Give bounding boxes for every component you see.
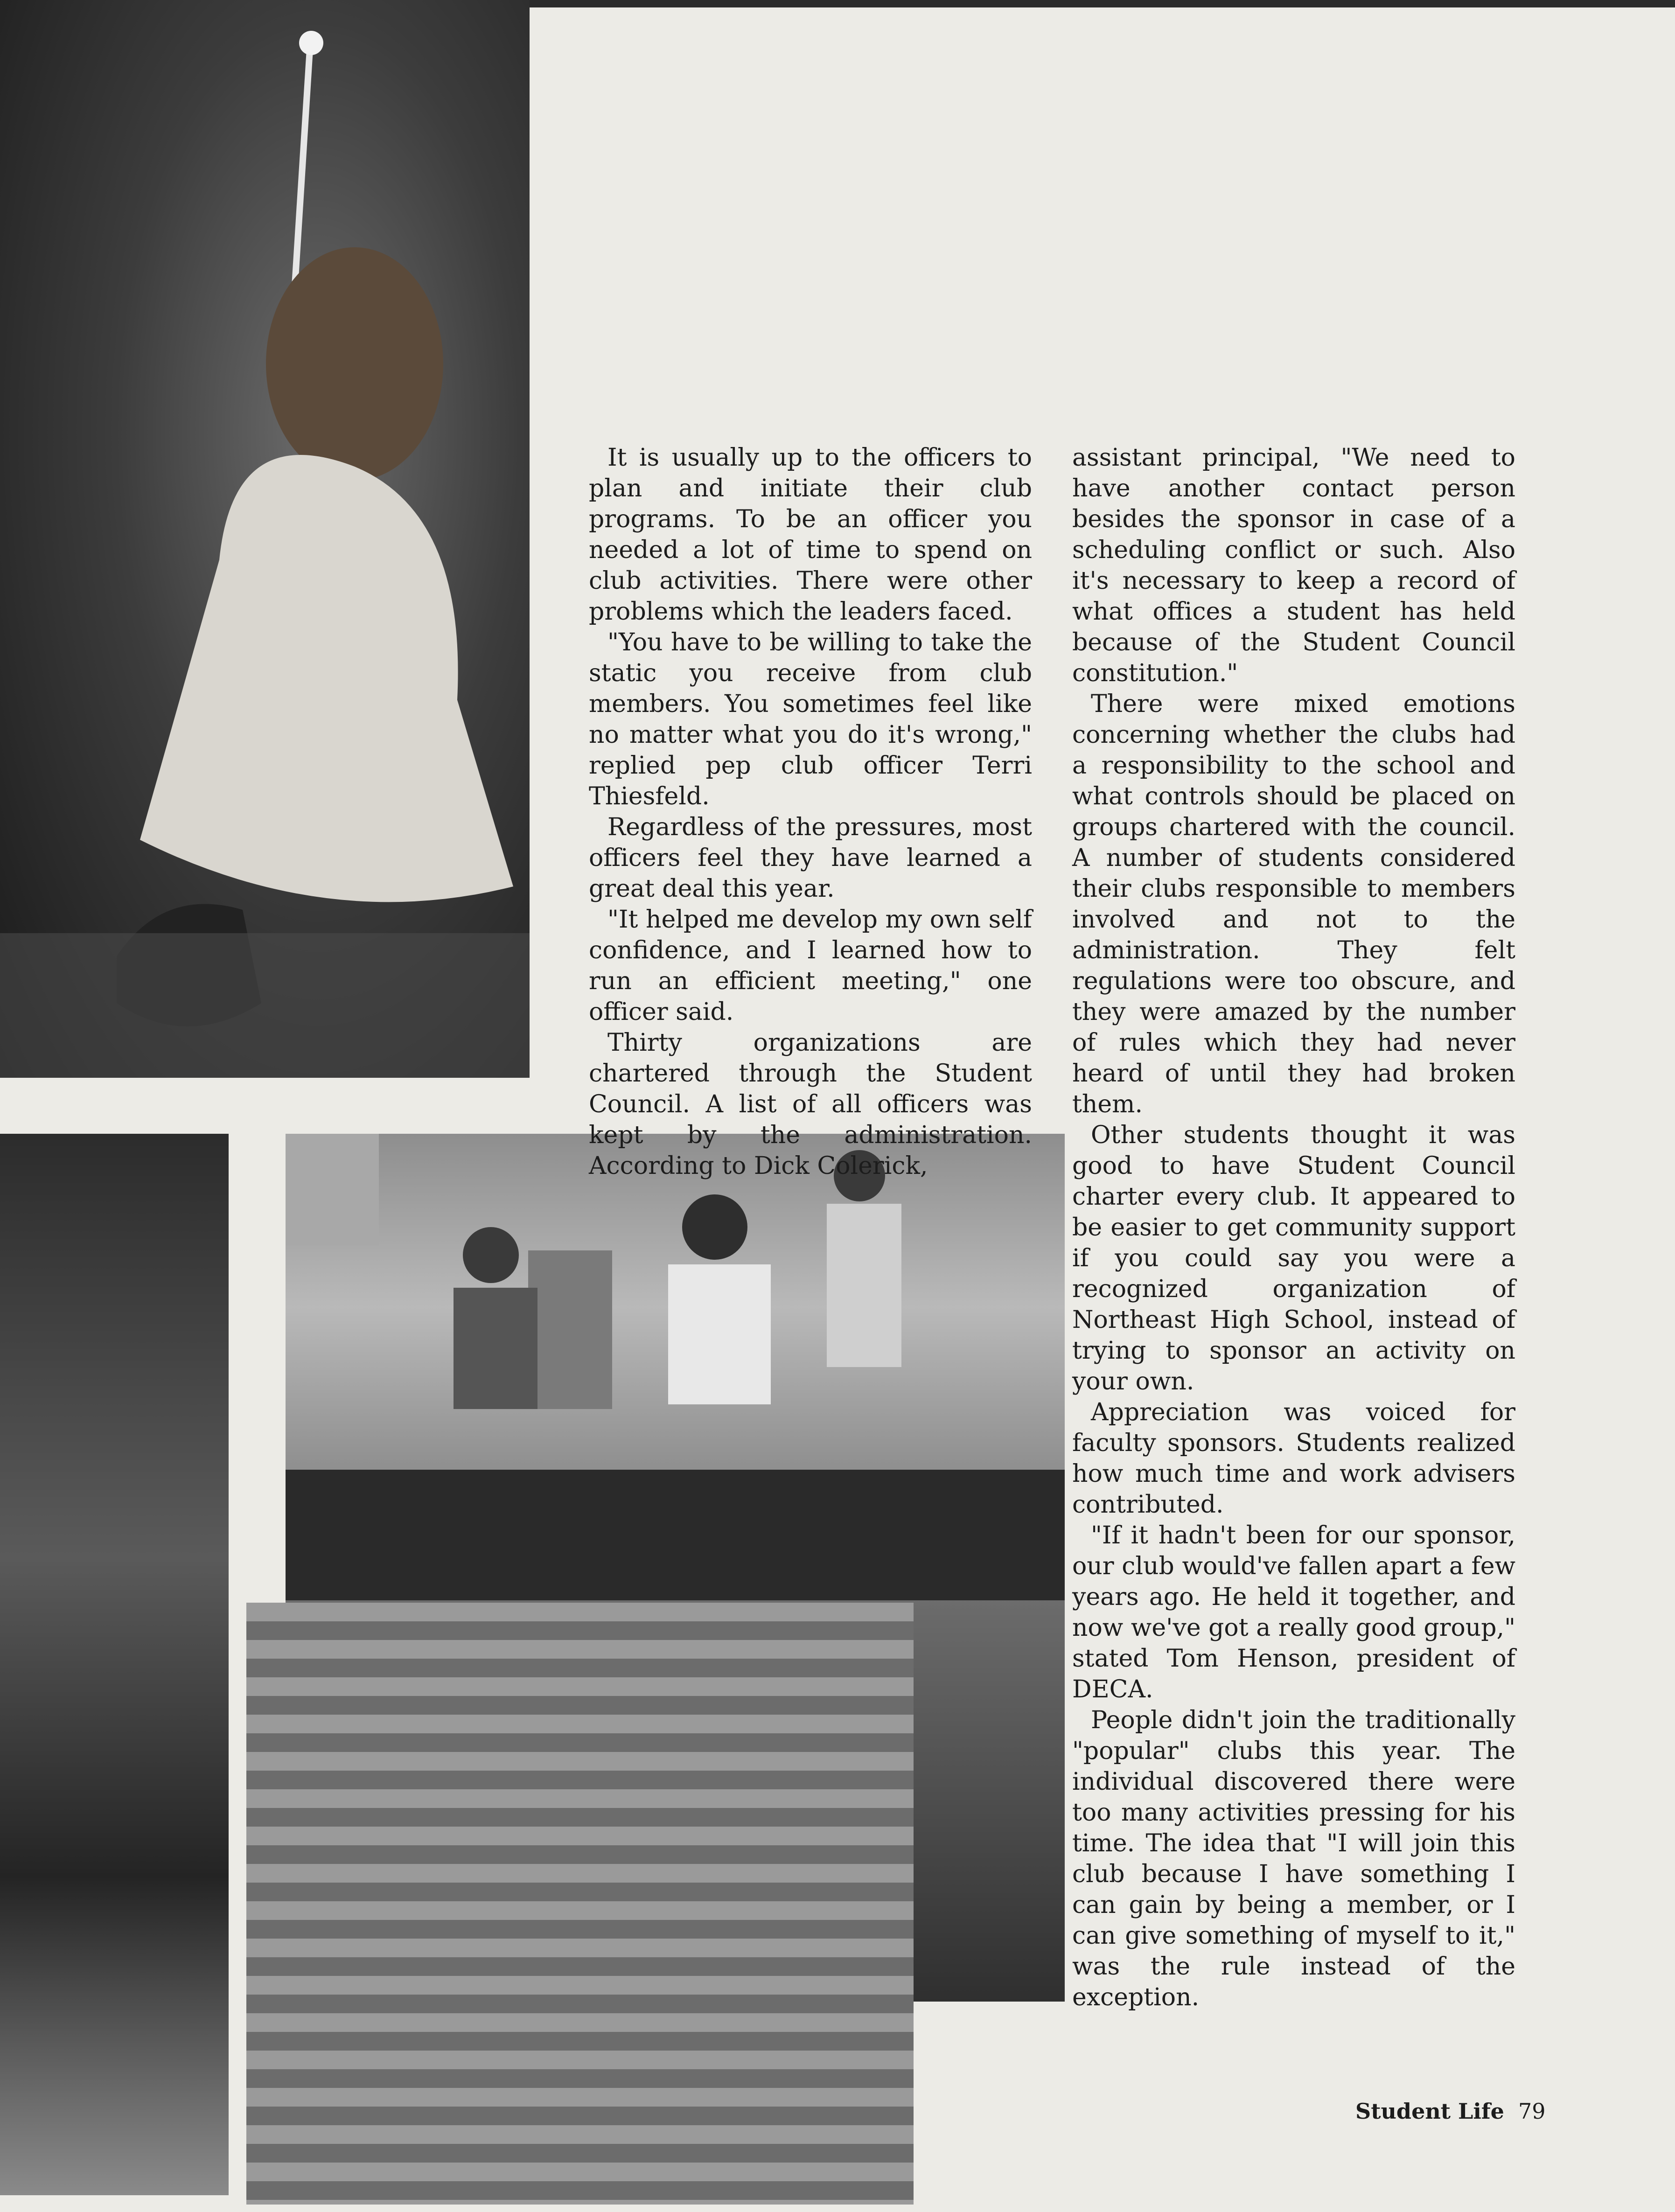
paragraph: Thirty organizations are chartered through the Student Council. A list of all officers was kept by the administration. According to Dick Colerick, xyxy=(589,1029,1032,1180)
paragraph: Appreciation was voiced for faculty sponsors. Students realized how much time and work advisers contributed. xyxy=(1072,1398,1515,1519)
twirler-figure-icon xyxy=(0,0,530,1078)
paragraph: "It helped me develop my own self confidence, and I learned how to run an efficient meeting," one officer said. xyxy=(589,906,1032,1026)
left-strip-photo xyxy=(0,1134,229,2195)
paragraph: Regardless of the pressures, most officers feel they have learned a great deal this year. xyxy=(589,813,1032,903)
section-name: Student Life xyxy=(1355,2099,1504,2124)
paragraph: "If it hadn't been for our sponsor, our club would've fallen apart a few years ago. He held it together, and now we've got a really good group," stated Tom Henson, president of DECA. xyxy=(1072,1521,1515,1703)
bleachers-photo xyxy=(246,1603,914,2205)
article-column-right xyxy=(1072,442,1515,2013)
article-column-middle xyxy=(589,442,1032,1181)
paragraph: Other students thought it was good to have Student Council charter every club. It appeared to be easier to get community support if you could say you were a recognized organization of Northeast High School, instead of trying to sponsor an activity on your own. xyxy=(1072,1121,1515,1396)
paragraph: People didn't join the traditionally "popular" clubs this year. The individual discovered there were too many activities pressing for his time. The idea that "I will join this club because I have something I can gain by being a member, or I can give something of myself to it," was the rule instead of the exception. xyxy=(1072,1706,1515,2011)
twirler-photo xyxy=(0,0,530,1078)
paragraph: assistant principal, "We need to have another contact person besides the sponsor in case of a scheduling conflict or such. Also it's necessary to keep a record of what offices a student has held because of the Student Council constitution." xyxy=(1072,444,1515,687)
classroom-scene-icon xyxy=(286,1134,1065,1600)
paragraph: It is usually up to the officers to plan and initiate their club programs. To be an officer you needed a lot of time to spend on club activities. There were other problems which the leaders faced. xyxy=(589,444,1032,626)
page-folio xyxy=(1355,2099,1546,2124)
page-number: 79 xyxy=(1518,2099,1546,2124)
paragraph: There were mixed emotions concerning whether the clubs had a responsibility to the school and what controls should be placed on groups chartered with the council. A number of students considered their clubs responsible to members involved and not to the administration. They felt regulations were too obscure, and they were amazed by the number of rules which they had never heard of until they had broken them. xyxy=(1072,690,1515,1118)
paragraph: "You have to be willing to take the static you receive from club members. You sometimes feel like no matter what you do it's wrong," replied pep club officer Terri Thiesfeld. xyxy=(589,628,1032,810)
